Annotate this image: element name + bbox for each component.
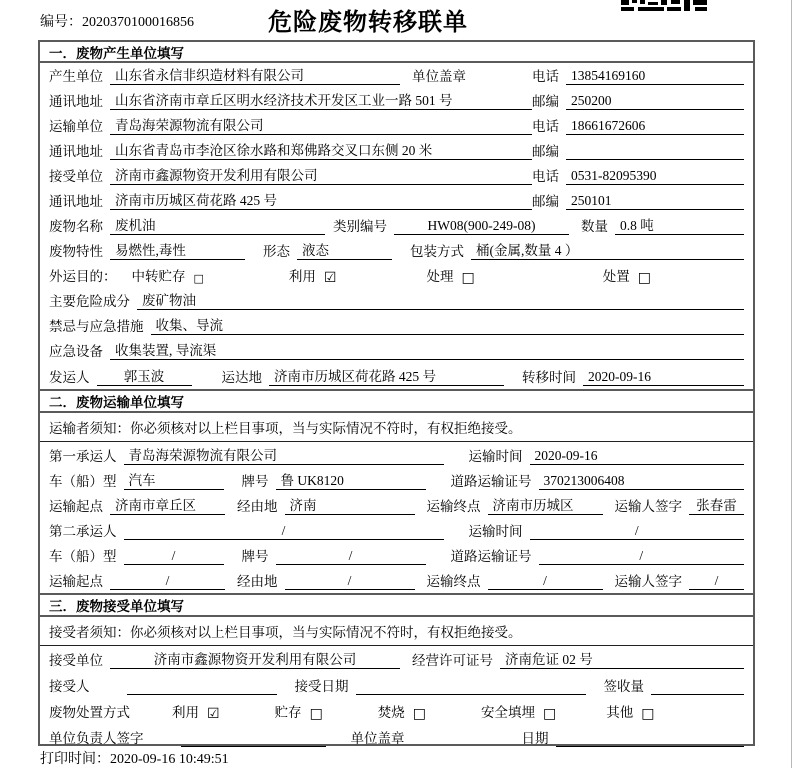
phone-label: 电话 (532, 119, 559, 134)
form-value: 液态 (297, 239, 392, 260)
receive-date-value (356, 694, 586, 695)
via-value: / (285, 573, 415, 590)
quantity-label: 数量 (581, 219, 608, 234)
date-label: 日期 (521, 731, 549, 746)
transport-time-value: 2020-09-16 (530, 448, 745, 465)
terminus-value: 济南市历城区 (488, 494, 603, 515)
vehicle-type-label: 车（船）型 (49, 474, 117, 489)
receive-date-label: 接受日期 (294, 679, 349, 694)
address-value: 山东省青岛市李沧区徐水路和郑佛路交叉口东侧 20 米 (110, 139, 532, 160)
row-vehicle2 (40, 543, 753, 568)
hazard-label: 主要危险成分 (49, 294, 130, 309)
print-time-value: 2020-09-16 10:49:51 (110, 752, 229, 767)
seal-label: 单位盖章 (412, 69, 466, 84)
doc-number-value: 2020370100016856 (82, 15, 194, 30)
terminus-label: 运输终点 (426, 499, 481, 514)
row-route1 (40, 493, 753, 518)
destination-label: 运达地 (221, 370, 262, 385)
plate-label: 牌号 (241, 549, 269, 564)
checkbox-checked-icon: ☑ (207, 706, 220, 722)
address-label: 通讯地址 (49, 94, 103, 109)
signed-qty-value (651, 694, 744, 695)
phone-value: 13854169160 (566, 68, 744, 85)
row-receive-unit (40, 646, 753, 672)
vehicle-type-value: 汽车 (124, 469, 224, 490)
checkbox-unchecked-icon: □ (637, 270, 651, 286)
checkbox-unchecked-icon: □ (461, 270, 475, 286)
shipper-value: 郭玉波 (97, 365, 192, 386)
postcode-label: 邮编 (532, 94, 559, 109)
category-code-label: 类别编号 (333, 219, 387, 234)
road-permit-value: / (539, 548, 745, 565)
transfer-time-value: 2020-09-16 (583, 369, 744, 386)
responsible-sign-value (181, 746, 326, 747)
purpose-option-treat: 处理 □ (426, 269, 475, 286)
phone-label: 电话 (532, 69, 559, 84)
plate-label: 牌号 (241, 474, 269, 489)
page-right-edge (791, 0, 792, 768)
phone-label: 电话 (532, 169, 559, 184)
postcode-value: 250200 (566, 93, 744, 110)
origin-label: 运输起点 (49, 574, 103, 589)
shipper-label: 发运人 (49, 370, 90, 385)
row-receiver (40, 163, 753, 188)
row-transporter (40, 113, 753, 138)
row-route2 (40, 568, 753, 593)
section2-notice: 运输者须知：你必须核对以上栏目事项，当与实际情况不符时，有权拒绝接受。 (40, 413, 753, 442)
row-emergency-equipment (40, 338, 753, 363)
plate-value: 鲁 UK8120 (276, 469, 426, 490)
row-waste-properties (40, 238, 753, 263)
packaging-value: 桶(金属,数量 4 ） (471, 239, 744, 260)
hazard-value: 废矿物油 (137, 289, 744, 310)
carrier-sign-value: 张春雷 (689, 494, 744, 515)
section3-header: 三．废物接受单位填写 (40, 593, 753, 617)
form-label: 形态 (263, 244, 290, 259)
checkbox-checked-icon: ☑ (323, 270, 337, 286)
destination-value: 济南市历城区荷花路 425 号 (269, 365, 504, 386)
section1-header: 一．废物产生单位填写 (40, 42, 753, 63)
second-carrier-value: / (124, 523, 444, 540)
waste-props-value: 易燃性,毒性 (110, 239, 245, 260)
qr-code-fragment (621, 0, 707, 11)
taboo-value: 收集、导流 (151, 314, 745, 335)
receiver-label: 接受单位 (49, 169, 103, 184)
vehicle-type-label: 车（船）型 (49, 549, 117, 564)
row-shipper (40, 363, 753, 389)
terminus-label: 运输终点 (426, 574, 481, 589)
transport-time-label: 运输时间 (468, 449, 523, 464)
phone-value: 18661672606 (566, 118, 744, 135)
receive-person-label: 接受人 (49, 679, 90, 694)
row-taboo-measures (40, 313, 753, 338)
purpose-option-transit: 中转贮存 □ (131, 269, 204, 285)
row-vehicle1 (40, 468, 753, 493)
date-value (556, 746, 745, 747)
receiver-value: 济南市鑫源物资开发利用有限公司 (110, 164, 532, 185)
transporter-value: 青岛海荣源物流有限公司 (110, 114, 532, 135)
page-title: 危险废物转移联单 (268, 10, 468, 36)
row-disposal-method (40, 698, 753, 724)
signed-qty-label: 签收量 (603, 679, 644, 694)
producer-label: 产生单位 (49, 69, 103, 84)
checkbox-unchecked-icon: □ (309, 706, 323, 722)
first-carrier-label: 第一承运人 (49, 449, 117, 464)
row-producer (40, 63, 753, 88)
postcode-value (566, 159, 744, 160)
transporter-label: 运输单位 (49, 119, 103, 134)
waste-name-label: 废物名称 (49, 219, 103, 234)
print-time-label: 打印时间： (40, 752, 110, 767)
row-second-carrier (40, 518, 753, 543)
disposal-option-landfill: 安全填埋 □ (481, 705, 557, 722)
waste-name-value: 废机油 (110, 214, 325, 235)
origin-value: / (110, 573, 225, 590)
postcode-label: 邮编 (532, 194, 559, 209)
row-producer-address (40, 88, 753, 113)
second-carrier-label: 第二承运人 (49, 524, 117, 539)
transport-time-label: 运输时间 (468, 524, 523, 539)
address-label: 通讯地址 (49, 144, 103, 159)
print-time (40, 748, 229, 768)
row-transporter-address (40, 138, 753, 163)
disposal-option-store: 贮存 □ (274, 705, 323, 722)
row-waste-name (40, 213, 753, 238)
row-first-carrier (40, 442, 753, 468)
doc-number-label: 编号： (40, 15, 82, 30)
disposal-label: 废物处置方式 (49, 705, 130, 720)
vehicle-type-value: / (124, 548, 224, 565)
taboo-label: 禁忌与应急措施 (49, 319, 144, 334)
carrier-sign-label: 运输人签字 (614, 499, 682, 514)
section3-notice: 接受者须知：你必须核对以上栏目事项，当与实际情况不符时，有权拒绝接受。 (40, 617, 753, 646)
road-permit-label: 道路运输证号 (450, 549, 532, 564)
transfer-form-table (38, 40, 755, 746)
packaging-label: 包装方式 (410, 244, 464, 259)
row-receive-person (40, 672, 753, 698)
via-label: 经由地 (237, 574, 278, 589)
address-value: 济南市历城区荷花路 425 号 (110, 189, 532, 210)
checkbox-unchecked-icon: □ (641, 706, 655, 722)
address-value: 山东省济南市章丘区明水经济技术开发区工业一路 501 号 (110, 89, 532, 110)
plate-value: / (276, 548, 426, 565)
disposal-option-incinerate: 焚烧 □ (377, 705, 427, 722)
postcode-value: 250101 (566, 193, 744, 210)
license-label: 经营许可证号 (412, 653, 493, 668)
via-value: 济南 (285, 494, 415, 515)
disposal-option-other: 其他 □ (606, 705, 655, 722)
equipment-value: 收集装置, 导流渠 (110, 339, 744, 360)
postcode-label: 邮编 (532, 144, 559, 159)
carrier-sign-value: / (689, 573, 744, 590)
section2-header: 二．废物运输单位填写 (40, 389, 753, 413)
address-label: 通讯地址 (49, 194, 103, 209)
producer-value: 山东省永信非织造材料有限公司 (110, 64, 400, 85)
via-label: 经由地 (237, 499, 278, 514)
row-hazard-components (40, 288, 753, 313)
origin-label: 运输起点 (49, 499, 103, 514)
terminus-value: / (488, 573, 603, 590)
checkbox-unchecked-icon: □ (543, 706, 557, 722)
category-code-value: HW08(900-249-08) (394, 218, 569, 235)
origin-value: 济南市章丘区 (110, 494, 225, 515)
responsible-sign-label: 单位负责人签字 (49, 731, 144, 746)
receive-unit-value: 济南市鑫源物资开发利用有限公司 (110, 648, 400, 669)
equipment-label: 应急设备 (49, 344, 103, 359)
first-carrier-value: 青岛海荣源物流有限公司 (124, 444, 444, 465)
carrier-sign-label: 运输人签字 (614, 574, 682, 589)
transfer-time-label: 转移时间 (522, 370, 576, 385)
road-permit-label: 道路运输证号 (450, 474, 532, 489)
waste-props-label: 废物特性 (49, 244, 103, 259)
disposal-option-use: 利用 ☑ (172, 705, 220, 722)
unit-seal-label: 单位盖章 (350, 731, 405, 746)
row-transfer-purpose (40, 263, 753, 288)
row-receiver-address (40, 188, 753, 213)
quantity-value: 0.8 吨 (615, 214, 744, 235)
receive-person-value (127, 694, 277, 695)
purpose-option-dispose: 处置 □ (602, 269, 651, 286)
license-value: 济南危证 02 号 (500, 648, 744, 669)
phone-value: 0531-82095390 (566, 168, 744, 185)
checkbox-unchecked-icon: □ (412, 706, 427, 722)
transport-time-value: / (530, 523, 745, 540)
row-responsible-signature (40, 724, 753, 750)
checkbox-unchecked-icon: □ (193, 272, 204, 285)
road-permit-value: 370213006408 (539, 473, 745, 490)
receive-unit-label: 接受单位 (49, 653, 103, 668)
purpose-label: 外运目的： (49, 269, 117, 284)
purpose-option-use: 利用 ☑ (288, 269, 337, 286)
